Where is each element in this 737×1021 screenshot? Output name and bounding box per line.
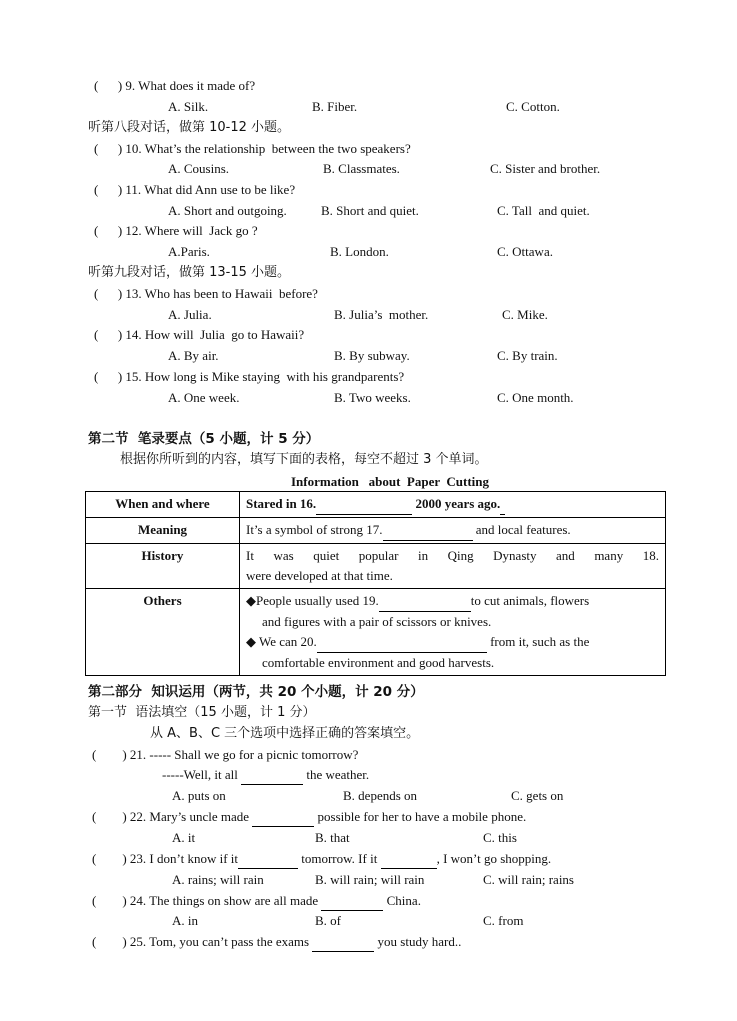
q21-stem: ( ) 21. ----- Shall we go for a picnic tomorrow? [92, 747, 359, 762]
row-text: and local features. [472, 522, 571, 537]
notes-heading: 第二节 笔录要点（5 小题，计 5 分） [88, 431, 320, 447]
q15-stem: ( ) 15. How long is Mike staying with his grandparents? [94, 369, 405, 384]
q22-text: possible for her to have a mobile phone. [314, 809, 527, 824]
q21-text: the weather. [303, 767, 370, 782]
history-line-2: were developed at that time. [246, 568, 393, 583]
blank-21[interactable] [241, 766, 303, 785]
others-bullet-1-cont: and figures with a pair of scissors or knives. [262, 614, 492, 629]
q22-stem [92, 808, 526, 827]
q25-text: ( ) 25. Tom, you can’t pass the exams [92, 934, 313, 949]
row-label: History [86, 544, 240, 589]
q10-option-a: A. Cousins. [168, 161, 230, 176]
q10-option-c: C. Sister and brother. [490, 161, 601, 176]
q24-option-c: C. from [483, 913, 524, 928]
q24-text: China. [383, 893, 421, 908]
history-line-1: It was quiet popular in Qing Dynasty and many 18. [246, 548, 659, 563]
q11-option-c: C. Tall and quiet. [497, 203, 590, 218]
others-bullet-2-cont: comfortable environment and good harvests. [262, 655, 495, 670]
q14-stem: ( ) 14. How will Julia go to Hawaii? [94, 327, 305, 342]
table-row [86, 492, 666, 518]
q24-option-b: B. of [315, 913, 341, 928]
q23-text: , I won’t go shopping. [436, 851, 552, 866]
q23-stem [92, 850, 551, 869]
table-title: Information about Paper Cutting [291, 474, 490, 489]
q12-option-c: C. Ottawa. [497, 244, 553, 259]
row-label: When and where [86, 492, 240, 518]
q10-option-b: B. Classmates. [323, 161, 400, 176]
q21-option-b: B. depends on [343, 788, 418, 803]
others-bullet-1: ◆People usually used 19. [246, 593, 379, 608]
blank-23b[interactable] [381, 850, 437, 869]
part2-heading: 第二部分 知识运用（两节，共 20 个小题，计 20 分） [88, 684, 424, 700]
row-content [240, 589, 666, 676]
row-text: from it, such as the [486, 634, 590, 649]
section-8-heading: 听第八段对话，做第 10-12 小题。 [88, 120, 291, 135]
q22-option-b: B. that [315, 830, 350, 845]
q9-option-b: B. Fiber. [312, 99, 358, 114]
table-row [86, 518, 666, 544]
row-text: It’s a symbol of strong 17. [246, 522, 383, 537]
q21-line2 [162, 766, 369, 785]
row-content [240, 544, 666, 589]
q23-option-b: B. will rain; will rain [315, 872, 425, 887]
q13-option-b: B. Julia’s mother. [334, 307, 429, 322]
section-9-heading: 听第九段对话，做第 13-15 小题。 [88, 265, 291, 280]
q25-text: you study hard.. [374, 934, 462, 949]
q13-option-c: C. Mike. [502, 307, 548, 322]
others-bullet-2: ◆ We can 20. [246, 634, 317, 649]
row-content [240, 492, 666, 518]
table-row [86, 589, 666, 676]
blank-19[interactable] [379, 591, 471, 612]
q14-option-a: A. By air. [168, 348, 219, 363]
q22-option-c: C. this [483, 830, 517, 845]
row-text: Stared in 16. [246, 496, 317, 511]
q11-option-b: B. Short and quiet. [321, 203, 419, 218]
blank-20[interactable] [317, 632, 487, 653]
q21-option-c: C. gets on [511, 788, 564, 803]
row-label: Meaning [86, 518, 240, 544]
blank-17[interactable] [383, 520, 473, 541]
q9-option-a: A. Silk. [168, 99, 209, 114]
blank-16[interactable] [316, 494, 412, 515]
table-row [86, 544, 666, 589]
row-text: to cut animals, flowers [470, 593, 590, 608]
row-label: Others [86, 589, 240, 676]
q24-stem [92, 892, 421, 911]
notes-instruction: 根据你所听到的内容，填写下面的表格，每空不超过 3 个单词。 [120, 452, 488, 467]
blank-22[interactable] [252, 808, 314, 827]
q22-option-a: A. it [172, 830, 196, 845]
q24-option-a: A. in [172, 913, 198, 928]
row-text: 2000 years ago. [412, 496, 501, 511]
q12-stem: ( ) 12. Where will Jack go ? [94, 223, 258, 238]
q23-option-a: A. rains; will rain [172, 872, 264, 887]
q15-option-a: A. One week. [168, 390, 240, 405]
blank-24[interactable] [321, 892, 383, 911]
q14-option-c: C. By train. [497, 348, 558, 363]
q23-text: tomorrow. If it [298, 851, 381, 866]
q12-option-b: B. London. [330, 244, 389, 259]
q15-option-c: C. One month. [497, 390, 574, 405]
part2-instruction: 从 A、B、C 三个选项中选择正确的答案填空。 [150, 726, 420, 741]
q11-stem: ( ) 11. What did Ann use to be like? [94, 182, 296, 197]
q13-stem: ( ) 13. Who has been to Hawaii before? [94, 286, 318, 301]
q23-text: ( ) 23. I don’t know if it [92, 851, 238, 866]
q9-option-c: C. Cotton. [506, 99, 560, 114]
blank-25[interactable] [312, 933, 374, 952]
blank-trailing [500, 494, 505, 515]
blank-23a[interactable] [238, 850, 298, 869]
q25-stem [92, 933, 461, 952]
info-table [85, 491, 666, 676]
q23-option-c: C. will rain; rains [483, 872, 574, 887]
q12-option-a: A.Paris. [168, 244, 210, 259]
q10-stem: ( ) 10. What’s the relationship between the two speakers? [94, 141, 411, 156]
part2-subheading: 第一节 语法填空（15 小题，计 1 分） [88, 705, 316, 720]
q15-option-b: B. Two weeks. [334, 390, 411, 405]
q13-option-a: A. Julia. [168, 307, 212, 322]
q14-option-b: B. By subway. [334, 348, 410, 363]
q21-option-a: A. puts on [172, 788, 226, 803]
q21-text: -----Well, it all [162, 767, 242, 782]
q24-text: ( ) 24. The things on show are all made [92, 893, 322, 908]
q9-stem: ( ) 9. What does it made of? [94, 78, 256, 93]
q11-option-a: A. Short and outgoing. [168, 203, 287, 218]
row-content [240, 518, 666, 544]
q22-text: ( ) 22. Mary’s uncle made [92, 809, 253, 824]
